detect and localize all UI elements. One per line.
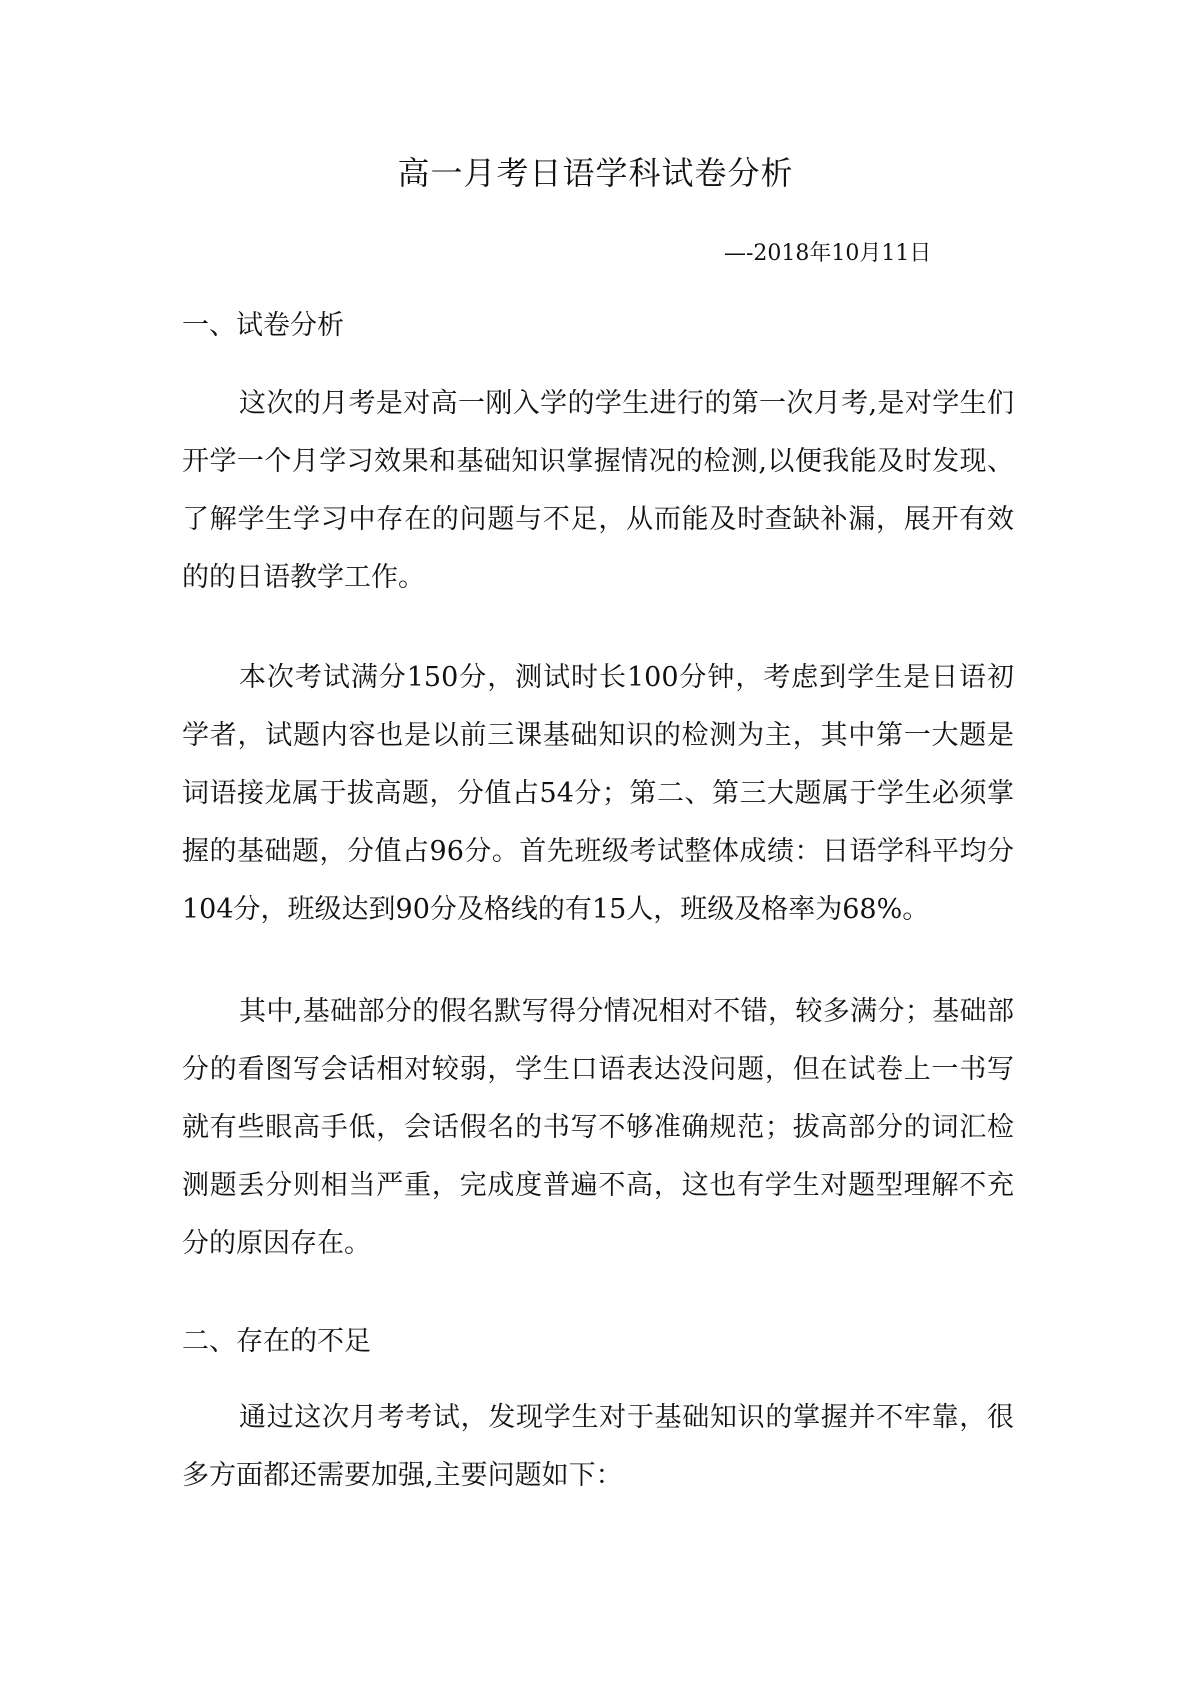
section-heading-shortcomings: 二、存在的不足 [182, 1326, 371, 1357]
paragraph: 通过这次月考考试，发现学生对于基础知识的掌握并不牢靠，很多方面都还需要加强,主要问题如下： [182, 1402, 1014, 1491]
document-date: —-2018年10月11日 [724, 241, 932, 266]
section-heading-analysis: 一、试卷分析 [182, 310, 344, 341]
paragraph: 本次考试满分150分，测试时长100分钟，考虑到学生是日语初学者，试题内容也是以前三课基础知识的检测为主，其中第一大题是词语接龙属于拔高题，分值占54分；第二、第三大题属于学生必须掌握的基础题，分值占96分。首先班级考试整体成绩：日语学科平均分104分，班级达到90分及格线的有15人，班级及格率为68%。 [182, 662, 1014, 925]
paragraph: 其中,基础部分的假名默写得分情况相对不错，较多满分；基础部分的看图写会话相对较弱，学生口语表达没问题，但在试卷上一书写就有些眼高手低，会话假名的书写不够准确规范；拔高部分的词汇检测题丢分则相当严重，完成度普遍不高，这也有学生对题型理解不充分的原因存在。 [182, 996, 1014, 1259]
paragraph: 这次的月考是对高一刚入学的学生进行的第一次月考,是对学生们开学一个月学习效果和基础知识掌握情况的检测,以便我能及时发现、了解学生学习中存在的问题与不足，从而能及时查缺补漏，展开有效的的日语教学工作。 [182, 388, 1014, 593]
document-title: 高一月考日语学科试卷分析 [397, 154, 794, 192]
